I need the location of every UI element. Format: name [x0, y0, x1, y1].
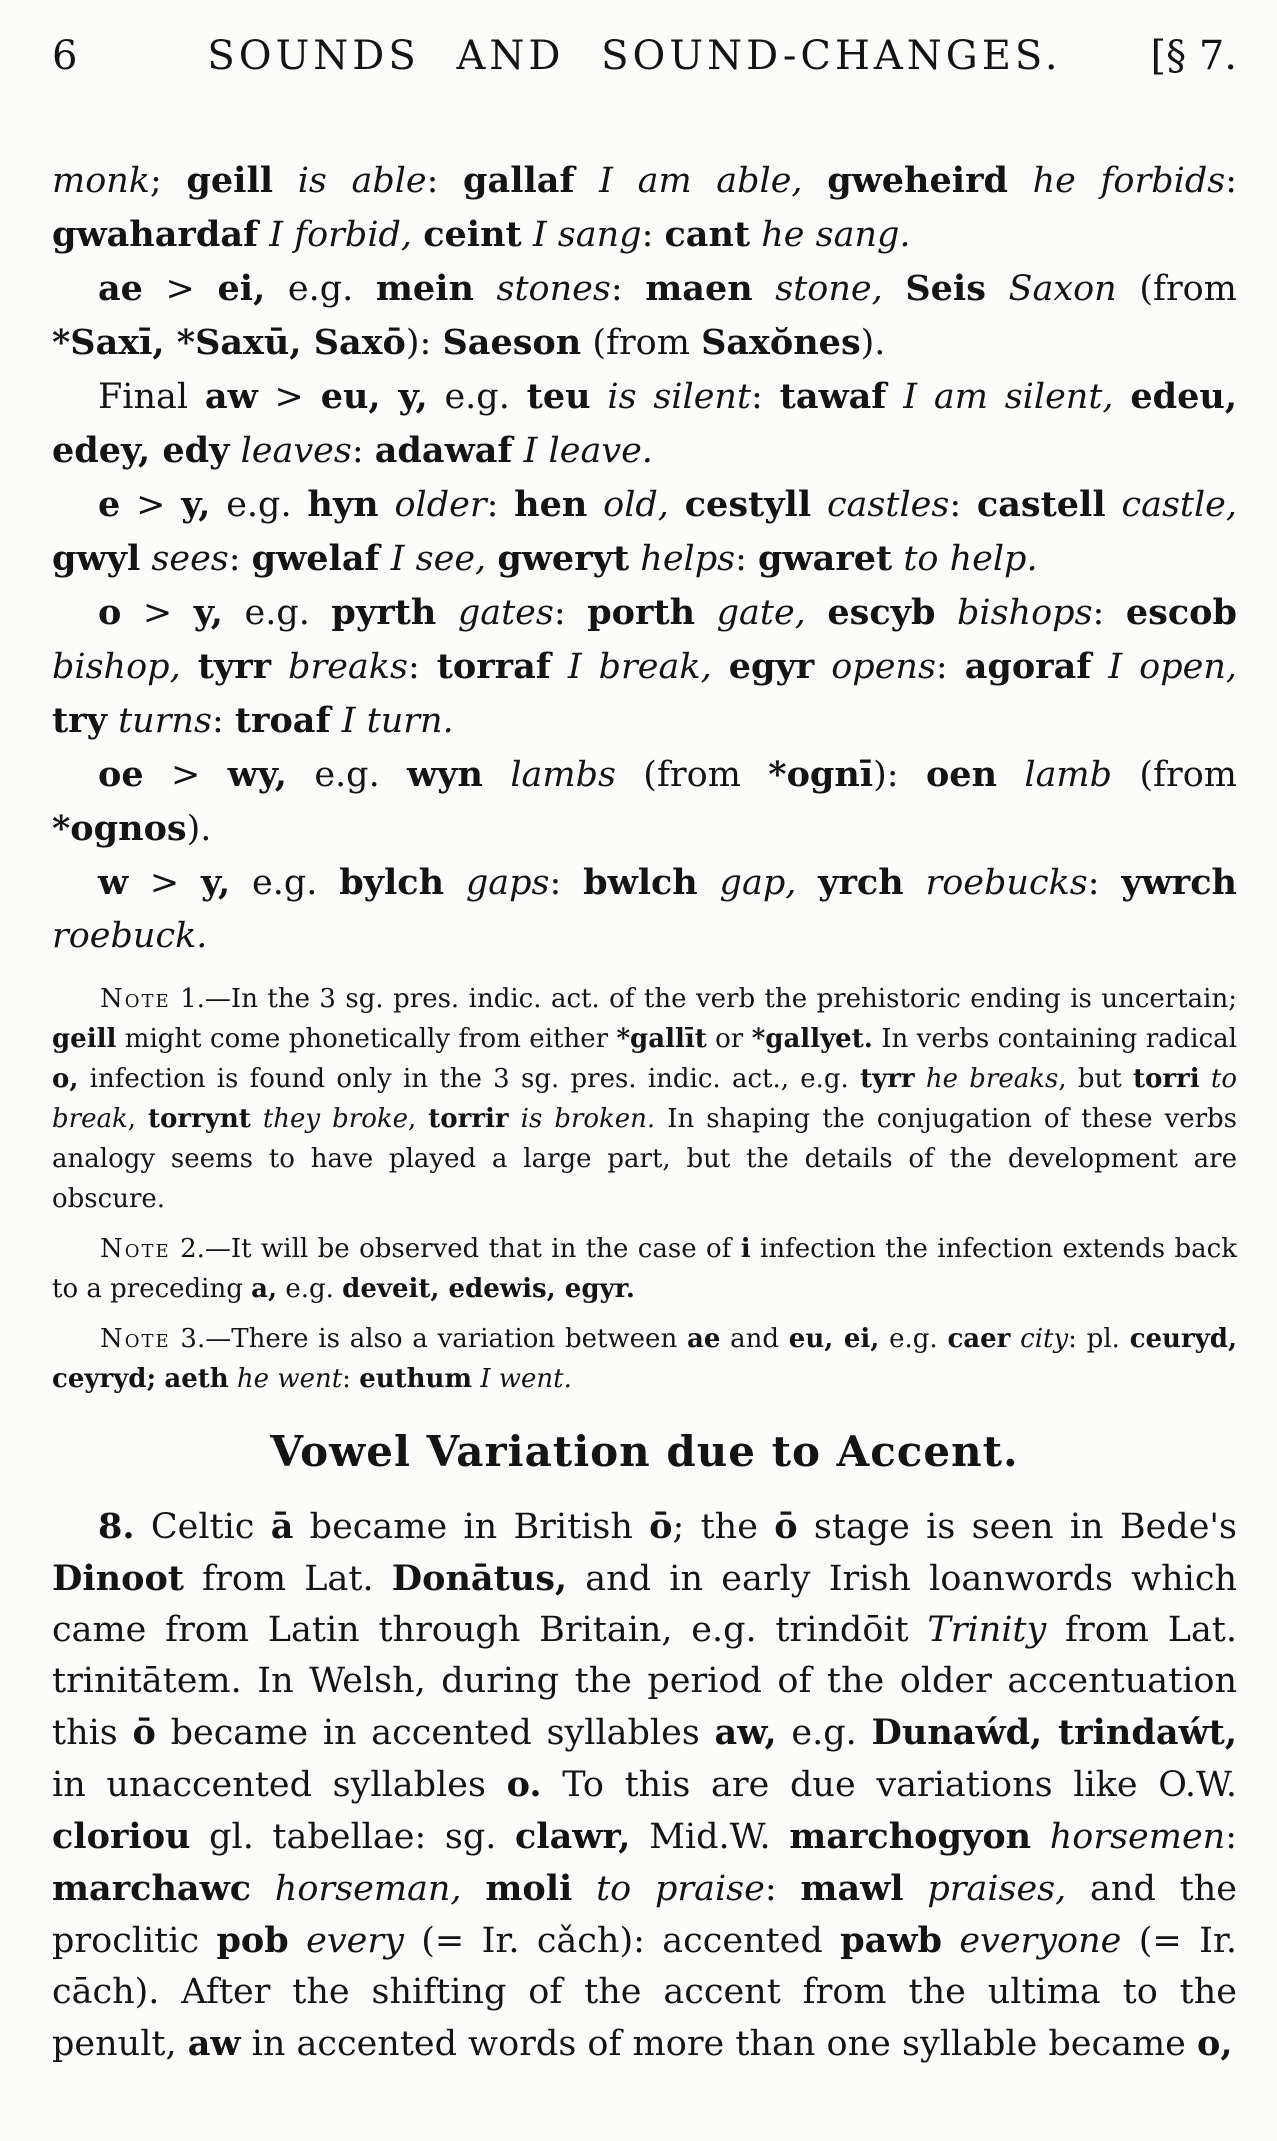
- text-segment: a,: [251, 1274, 278, 1304]
- text-segment: castles: [826, 485, 950, 525]
- text-segment: helps: [640, 539, 736, 579]
- text-segment: pawb: [840, 1920, 942, 1962]
- note-1: [52, 979, 1237, 1219]
- text-segment: he breaks: [925, 1064, 1059, 1094]
- text-segment: :: [610, 269, 646, 309]
- text-segment: aw: [187, 2023, 241, 2065]
- text-segment: deveit, edewis, egyr.: [342, 1274, 635, 1304]
- text-segment: in unaccented syllables: [52, 1765, 507, 1806]
- text-segment: tyrr: [860, 1064, 915, 1094]
- text-segment: bishops: [956, 593, 1093, 633]
- note-3: [52, 1319, 1237, 1399]
- text-segment: :: [211, 701, 235, 741]
- text-segment: [669, 485, 685, 525]
- page-title: SOUNDS AND SOUND-CHANGES.: [207, 33, 1062, 79]
- text-segment: escob: [1125, 592, 1237, 633]
- text-segment: [803, 161, 828, 201]
- text-segment: ō: [649, 1506, 673, 1548]
- text-segment: and the proclitic: [52, 1869, 1237, 1962]
- text-segment: or: [706, 1024, 752, 1054]
- text-segment: roebuck.: [52, 916, 208, 956]
- text-segment: o,: [52, 1064, 79, 1094]
- text-segment: pob: [216, 1920, 289, 1962]
- text-segment: 2.—It will be observed that in the case of: [170, 1234, 741, 1264]
- text-segment: from Lat. trinitātem. In Welsh, during the period of the older accentuation this: [52, 1610, 1238, 1754]
- section-8-body: [52, 1501, 1237, 2070]
- text-segment: eu, ei,: [788, 1324, 880, 1354]
- text-segment: gweheird: [827, 160, 1008, 201]
- text-segment: [229, 1364, 237, 1394]
- text-segment: (= Ir. cǎch): accented: [403, 1921, 841, 1962]
- text-segment: [796, 863, 818, 903]
- text-segment: Trinity: [927, 1610, 1047, 1651]
- text-segment: turns: [118, 701, 212, 741]
- text-segment: :: [935, 647, 965, 687]
- paragraph-w-y: [52, 856, 1237, 963]
- text-segment: [258, 215, 269, 255]
- text-segment: to praise: [596, 1869, 765, 1910]
- text-segment: [551, 647, 568, 687]
- text-segment: >: [142, 269, 218, 309]
- text-segment: e.g.: [230, 863, 340, 903]
- text-segment: cloriou: [52, 1816, 191, 1858]
- text-segment: [379, 485, 395, 525]
- text-segment: ,: [127, 1104, 149, 1134]
- text-segment: [331, 701, 342, 741]
- text-segment: [814, 647, 831, 687]
- text-segment: , but: [1058, 1064, 1133, 1094]
- text-segment: lamb: [1024, 755, 1113, 795]
- text-segment: [986, 269, 1009, 309]
- text-segment: castell: [976, 484, 1106, 525]
- text-segment: escyb: [827, 592, 936, 633]
- text-segment: gate,: [716, 593, 806, 633]
- text-segment: marchawc: [52, 1868, 252, 1910]
- text-segment: [271, 647, 288, 687]
- text-segment: agoraf: [964, 646, 1092, 687]
- text-segment: to help.: [903, 539, 1038, 579]
- text-segment: In verbs containing radical: [872, 1024, 1237, 1054]
- text-segment: *gallyet.: [751, 1024, 873, 1054]
- text-segment: became in British: [293, 1507, 650, 1548]
- text-segment: geill: [186, 160, 274, 201]
- text-segment: [444, 863, 466, 903]
- text-segment: [140, 539, 151, 579]
- text-segment: [587, 485, 603, 525]
- text-segment: e.g.: [277, 1274, 343, 1304]
- text-segment: [462, 1869, 486, 1909]
- text-segment: [698, 863, 720, 903]
- running-head: [52, 33, 1237, 79]
- text-segment: mawl: [800, 1868, 904, 1910]
- text-segment: sees: [151, 539, 229, 579]
- text-segment: :: [351, 431, 375, 471]
- text-segment: Donātus,: [391, 1558, 568, 1600]
- text-segment: infection is found only in the 3 sg. pres. indic. act., e.g.: [78, 1064, 861, 1094]
- text-segment: stage is seen in Bede's: [797, 1507, 1238, 1548]
- text-segment: [811, 485, 827, 525]
- text-segment: ):: [873, 755, 926, 795]
- text-segment: Final: [98, 377, 205, 417]
- text-segment: e.g.: [286, 755, 408, 795]
- text-segment: opens: [831, 647, 936, 687]
- text-segment: [629, 539, 640, 579]
- text-segment: ):: [405, 323, 443, 363]
- text-segment: Seis: [905, 268, 986, 309]
- text-segment: Celtic: [134, 1507, 271, 1548]
- text-segment: In shaping the conjugation of these verbs analogy seems to have played a large part, but the details of the development are obscure.: [52, 1104, 1238, 1214]
- text-segment: *Saxī, *Saxū, Saxō: [52, 322, 406, 363]
- paragraph-e-y: [52, 478, 1237, 586]
- text-segment: I sang: [532, 215, 642, 255]
- text-segment: ).: [860, 323, 886, 363]
- text-segment: >: [257, 377, 321, 417]
- text-segment: tyrr: [197, 646, 272, 687]
- section-7-body: [52, 154, 1237, 963]
- text-segment: ō: [132, 1712, 156, 1754]
- text-segment: : pl.: [1068, 1324, 1130, 1354]
- text-segment: older: [394, 485, 487, 525]
- text-segment: hen: [514, 484, 588, 525]
- text-segment: [1200, 1064, 1211, 1094]
- text-segment: every: [306, 1921, 404, 1962]
- text-segment: [572, 1869, 596, 1909]
- text-segment: aw,: [714, 1712, 777, 1754]
- text-segment: [591, 377, 608, 417]
- text-segment: torrir: [428, 1104, 509, 1134]
- text-segment: [483, 755, 510, 795]
- text-segment: hyn: [307, 484, 379, 525]
- text-segment: ō: [774, 1506, 798, 1548]
- text-segment: Saxŏnes: [701, 322, 861, 363]
- text-segment: eu, y,: [320, 376, 428, 417]
- text-segment: ā: [270, 1506, 294, 1548]
- section-heading: Vowel Variation due to Accent.: [270, 1427, 1019, 1476]
- text-segment: I turn.: [341, 701, 454, 741]
- text-segment: edeu, edey, edy: [52, 376, 1237, 471]
- text-segment: aeth: [164, 1364, 229, 1394]
- text-segment: wyn: [407, 754, 483, 795]
- text-segment: leaves: [240, 431, 352, 471]
- text-segment: Saxon: [1008, 269, 1117, 309]
- text-segment: gallaf: [463, 160, 575, 201]
- text-segment: egyr: [728, 646, 815, 687]
- text-segment: ).: [186, 809, 212, 849]
- text-segment: yrch: [818, 862, 904, 903]
- text-segment: :: [553, 593, 588, 633]
- text-segment: [1031, 1817, 1050, 1857]
- text-segment: :: [426, 161, 464, 201]
- text-segment: became in accented syllables: [155, 1713, 715, 1754]
- text-segment: roebucks: [925, 863, 1088, 903]
- text-segment: try: [52, 700, 107, 741]
- text-segment: [522, 215, 533, 255]
- text-segment: porth: [587, 592, 696, 633]
- text-segment: o.: [506, 1764, 542, 1806]
- text-segment: y,: [181, 484, 211, 525]
- text-segment: e.g.: [210, 485, 308, 525]
- text-segment: e.g.: [776, 1713, 872, 1754]
- text-segment: wy,: [227, 754, 287, 795]
- text-segment: (= Ir. cāch). After the shifting of the accent from the ultima to the penult,: [52, 1921, 1237, 2065]
- text-segment: [892, 539, 903, 579]
- notes-block: [52, 979, 1237, 1399]
- text-segment: :: [342, 1364, 360, 1394]
- text-segment: :: [1092, 593, 1126, 633]
- paragraph-ae-ei: [52, 262, 1237, 370]
- text-segment: 1.—In the 3 sg. pres. indic. act. of the verb the prehistoric ending is uncertain;: [170, 984, 1237, 1014]
- text-segment: *ognos: [52, 808, 187, 849]
- text-segment: old,: [603, 485, 669, 525]
- paragraph-o-y: [52, 586, 1237, 748]
- text-segment: monk: [52, 161, 151, 201]
- text-segment: adawaf: [374, 430, 513, 471]
- text-segment: praises,: [927, 1869, 1067, 1910]
- text-segment: horsemen: [1049, 1817, 1226, 1858]
- text-segment: :: [949, 485, 977, 525]
- text-segment: [181, 647, 198, 687]
- text-segment: is silent: [607, 377, 752, 417]
- text-segment: >: [120, 485, 182, 525]
- text-segment: cant: [664, 214, 751, 255]
- text-segment: [750, 215, 761, 255]
- text-segment: I leave.: [523, 431, 653, 471]
- text-segment: aw: [204, 376, 258, 417]
- text-segment: moli: [485, 1868, 573, 1910]
- text-segment: Saeson: [442, 322, 582, 363]
- text-segment: [935, 593, 957, 633]
- text-segment: [997, 755, 1024, 795]
- text-segment: ei,: [217, 268, 266, 309]
- text-segment: lambs: [510, 755, 616, 795]
- text-segment: :: [407, 647, 437, 687]
- text-segment: gwelaf: [251, 538, 380, 579]
- text-segment: (from: [615, 755, 769, 795]
- text-segment: I went.: [480, 1364, 572, 1394]
- text-segment: stones: [496, 269, 611, 309]
- text-segment: I break,: [567, 647, 712, 687]
- text-segment: (from: [581, 323, 702, 363]
- text-segment: I am silent,: [903, 377, 1114, 417]
- text-segment: infection the infection extends back to a preceding: [52, 1234, 1237, 1304]
- text-segment: [436, 593, 458, 633]
- text-segment: [412, 215, 423, 255]
- text-segment: torraf: [436, 646, 551, 687]
- text-segment: [273, 161, 298, 201]
- text-segment: ae: [98, 268, 143, 309]
- text-segment: [575, 161, 600, 201]
- text-segment: gwahardaf: [52, 214, 259, 255]
- text-segment: gaps: [465, 863, 550, 903]
- text-segment: (from: [1112, 755, 1237, 795]
- text-segment: is able: [297, 161, 427, 201]
- text-segment: bishop,: [52, 647, 181, 687]
- text-segment: from Lat.: [183, 1559, 392, 1600]
- text-segment: oe: [98, 754, 144, 795]
- text-segment: ;: [150, 161, 187, 201]
- text-segment: bylch: [339, 862, 445, 903]
- text-segment: >: [128, 863, 202, 903]
- text-segment: [486, 539, 497, 579]
- text-segment: >: [121, 593, 194, 633]
- text-segment: :: [641, 215, 665, 255]
- text-segment: gwyl: [52, 538, 141, 579]
- text-segment: ceuryd, ceyryd;: [52, 1324, 1238, 1394]
- text-segment: [229, 431, 240, 471]
- text-segment: :: [228, 539, 252, 579]
- text-segment: Mid.W.: [630, 1817, 790, 1858]
- text-segment: *gallīt: [616, 1024, 707, 1054]
- text-segment: e.g.: [427, 377, 527, 417]
- text-segment: y,: [193, 592, 223, 633]
- text-segment: >: [143, 755, 228, 795]
- paragraph-oe-wy: [52, 748, 1237, 856]
- text-segment: [695, 593, 717, 633]
- text-segment: ywrch: [1121, 862, 1237, 903]
- text-segment: bwlch: [583, 862, 698, 903]
- text-segment: :: [1225, 1817, 1237, 1858]
- text-segment: :: [549, 863, 584, 903]
- text-segment: I see,: [390, 539, 487, 579]
- text-segment: o,: [1197, 2023, 1233, 2065]
- text-segment: e.g.: [879, 1324, 948, 1354]
- text-segment: stone,: [775, 269, 883, 309]
- text-segment: :: [751, 377, 780, 417]
- text-segment: [251, 1104, 263, 1134]
- text-segment: [904, 863, 926, 903]
- text-segment: to break: [52, 1064, 1238, 1134]
- text-segment: [915, 1064, 926, 1094]
- text-segment: and in early Irish loanwords which came from Latin through Britain, e.g. trindōit: [52, 1559, 1237, 1651]
- text-segment: ,: [407, 1104, 429, 1134]
- text-segment: geill: [52, 1024, 117, 1054]
- text-segment: :: [764, 1869, 801, 1910]
- text-segment: and: [720, 1324, 789, 1354]
- text-segment: everyone: [959, 1921, 1122, 1962]
- text-segment: Note: [100, 1234, 171, 1264]
- text-segment: troaf: [234, 700, 331, 741]
- text-segment: gweryt: [497, 538, 630, 579]
- text-segment: [753, 269, 776, 309]
- text-segment: [886, 377, 903, 417]
- text-segment: [1008, 161, 1033, 201]
- text-segment: [472, 1364, 480, 1394]
- paragraph-8-celtic-a: [52, 1501, 1237, 2070]
- text-segment: [289, 1921, 306, 1961]
- text-segment: marchogyon: [789, 1816, 1032, 1858]
- text-segment: [942, 1921, 959, 1961]
- text-segment: [1114, 377, 1131, 417]
- text-segment: *ognī: [768, 754, 874, 795]
- text-segment: 3.—There is also a variation between: [170, 1324, 687, 1354]
- text-segment: [1106, 485, 1122, 525]
- text-segment: teu: [526, 376, 591, 417]
- text-segment: is broken.: [520, 1104, 656, 1134]
- text-segment: [883, 269, 906, 309]
- text-segment: clawr,: [514, 1816, 631, 1858]
- text-segment: [712, 647, 729, 687]
- text-segment: :: [735, 539, 759, 579]
- text-segment: [509, 1104, 521, 1134]
- text-segment: [251, 1869, 275, 1909]
- text-segment: ae: [686, 1324, 721, 1354]
- text-segment: he forbids: [1032, 161, 1226, 201]
- text-segment: oen: [925, 754, 998, 795]
- text-segment: :: [486, 485, 515, 525]
- text-segment: [512, 431, 523, 471]
- text-segment: (from: [1116, 269, 1237, 309]
- text-segment: e.g.: [222, 593, 332, 633]
- text-segment: :: [1087, 863, 1122, 903]
- text-segment: cestyll: [684, 484, 812, 525]
- text-segment: torri: [1133, 1064, 1200, 1094]
- text-segment: [107, 701, 118, 741]
- text-segment: euthum: [359, 1364, 472, 1394]
- text-segment: he went: [236, 1364, 343, 1394]
- text-segment: in accented words of more than one syllable became: [240, 2024, 1198, 2065]
- text-segment: I am able,: [599, 161, 803, 201]
- text-segment: caer: [947, 1324, 1011, 1354]
- text-segment: breaks: [288, 647, 408, 687]
- section-reference: [§ 7.: [1150, 33, 1237, 79]
- text-segment: [474, 269, 497, 309]
- text-segment: e: [98, 484, 121, 525]
- page-number: 6: [52, 33, 78, 79]
- text-segment: they broke: [262, 1104, 408, 1134]
- text-segment: ; the: [672, 1507, 775, 1548]
- text-segment: ceint: [423, 214, 522, 255]
- text-segment: i: [740, 1234, 751, 1264]
- text-segment: Note: [100, 1324, 171, 1354]
- text-segment: pyrth: [331, 592, 437, 633]
- text-segment: e.g.: [265, 269, 376, 309]
- text-segment: tawaf: [779, 376, 887, 417]
- paragraph-final-aw: [52, 370, 1237, 478]
- text-segment: [806, 593, 828, 633]
- text-segment: he sang.: [761, 215, 911, 255]
- text-segment: w: [98, 862, 129, 903]
- text-segment: y,: [201, 862, 231, 903]
- text-segment: mein: [375, 268, 474, 309]
- text-segment: [380, 539, 391, 579]
- text-segment: gwaret: [758, 538, 893, 579]
- text-segment: maen: [645, 268, 753, 309]
- text-segment: horseman,: [274, 1869, 462, 1910]
- text-segment: I forbid,: [269, 215, 413, 255]
- text-segment: Note: [100, 984, 171, 1014]
- text-segment: [1010, 1324, 1020, 1354]
- text-segment: o: [98, 592, 122, 633]
- text-segment: I open,: [1108, 647, 1237, 687]
- text-segment: To this are due variations like O.W.: [541, 1765, 1237, 1806]
- text-segment: Dunaẃd, trindaẃt,: [871, 1712, 1238, 1754]
- text-segment: torrynt: [148, 1104, 251, 1134]
- note-2: [52, 1229, 1237, 1309]
- text-segment: gates: [457, 593, 554, 633]
- text-segment: gap,: [719, 863, 797, 903]
- text-segment: Dinoot: [52, 1558, 184, 1600]
- text-segment: [1091, 647, 1108, 687]
- text-segment: might come phonetically from either: [116, 1024, 617, 1054]
- text-segment: castle,: [1121, 485, 1237, 525]
- paragraph-monk-continuation: [52, 154, 1237, 262]
- text-segment: gl. tabellae: sg.: [190, 1817, 515, 1858]
- text-segment: 8.: [98, 1506, 135, 1548]
- text-segment: city: [1020, 1324, 1069, 1354]
- text-segment: [904, 1869, 928, 1909]
- text-segment: :: [1225, 161, 1237, 201]
